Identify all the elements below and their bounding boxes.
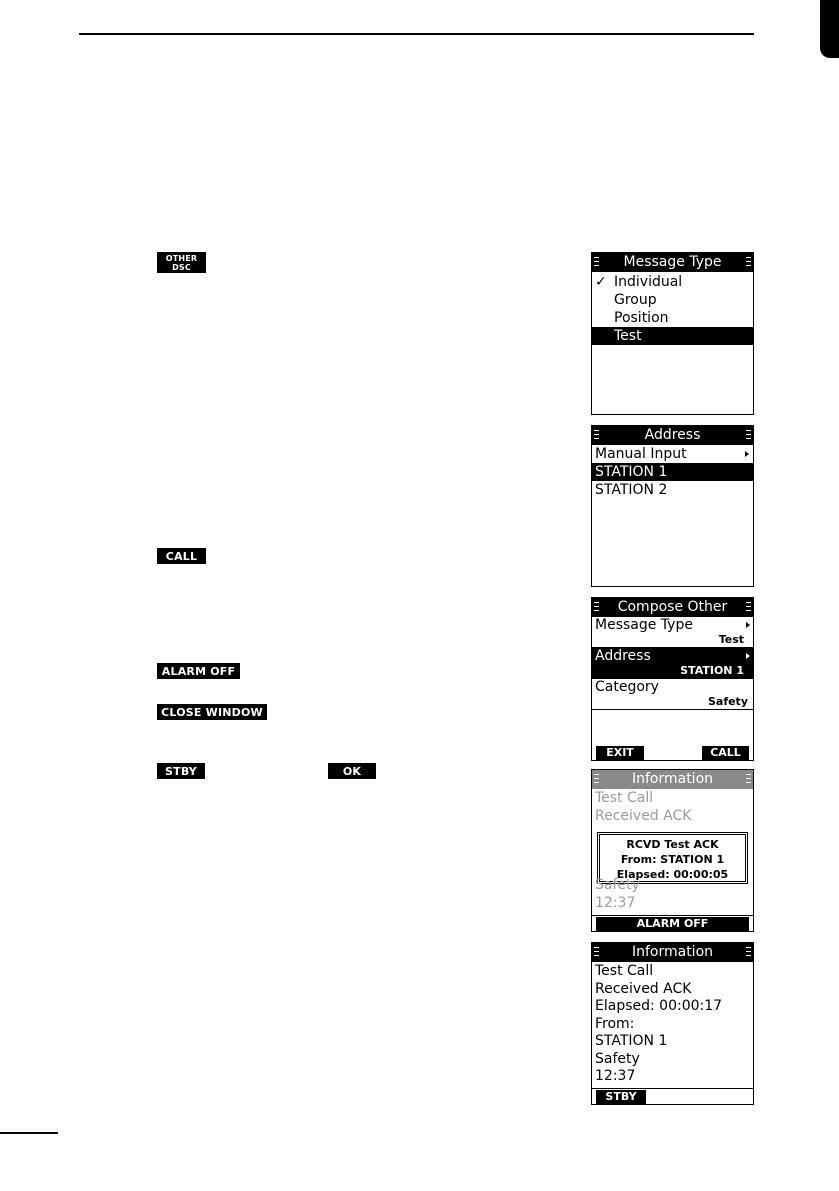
screen-title: Message Type: [623, 254, 722, 270]
footer-rule: [0, 1132, 58, 1134]
softkey-bar: [592, 915, 753, 931]
info-line: 12:37: [595, 895, 636, 911]
call-key: CALL: [157, 548, 206, 564]
screen-title-bar: [592, 253, 753, 272]
list-item[interactable]: [592, 309, 753, 327]
list-item-label: Position: [614, 310, 669, 326]
softkey-bar: [592, 746, 753, 760]
list-item[interactable]: [592, 291, 753, 309]
screen-title-bar: [592, 426, 753, 445]
menu-icon: [594, 774, 599, 784]
info-line: Test Call: [595, 790, 654, 806]
call-softkey[interactable]: CALL: [702, 746, 749, 760]
menu-icon: [594, 602, 599, 612]
compose-other-screen: [591, 597, 754, 761]
popup-line: RCVD Test ACK: [626, 838, 719, 851]
list-item[interactable]: [592, 445, 753, 463]
information-alarm-screen: [591, 769, 754, 932]
compose-item-value: Test: [718, 633, 744, 646]
info-line: Test Call: [595, 963, 654, 979]
screen-title: Information: [631, 771, 714, 787]
chevron-right-icon: [745, 451, 749, 457]
chevron-right-icon: [746, 622, 750, 628]
compose-item[interactable]: [592, 679, 753, 710]
chevron-right-icon: [746, 653, 750, 659]
check-icon: ✓: [595, 274, 607, 290]
compose-item-selected[interactable]: [592, 648, 753, 679]
screen-title-bar: [592, 943, 753, 962]
menu-icon: [594, 257, 599, 267]
list-item[interactable]: [592, 481, 753, 499]
stby-key: STBY: [157, 763, 205, 779]
message-type-screen: [591, 252, 754, 415]
compose-item-value: Safety: [707, 695, 748, 708]
menu-icon: [594, 947, 599, 957]
menu-icon: [746, 947, 751, 957]
info-line: Safety: [595, 877, 640, 893]
screen-title: Address: [644, 427, 701, 443]
info-line: Safety: [595, 1050, 640, 1067]
stby-softkey[interactable]: STBY: [596, 1090, 646, 1104]
info-line: From:: [595, 1015, 635, 1032]
list-item-label: Group: [614, 292, 657, 308]
menu-icon: [594, 430, 599, 440]
other-dsc-key-line1: OTHER: [165, 253, 198, 263]
screen-title-bar: [592, 770, 753, 789]
menu-icon: [746, 774, 751, 784]
chapter-edge-tab: [820, 0, 839, 58]
address-screen: [591, 425, 754, 587]
ok-key: OK: [328, 763, 376, 779]
list-item[interactable]: [592, 273, 753, 291]
screen-title-bar: [592, 598, 753, 617]
compose-item-label: Category: [595, 679, 659, 695]
menu-icon: [746, 430, 751, 440]
other-dsc-key: [157, 252, 206, 273]
alarm-off-key: ALARM OFF: [157, 663, 240, 679]
alarm-off-softkey[interactable]: ALARM OFF: [596, 917, 749, 931]
list-item-label: Manual Input: [595, 446, 687, 462]
list-item-label: Individual: [614, 274, 683, 290]
screen-title: Compose Other: [617, 599, 728, 615]
list-item-label: STATION 2: [595, 482, 668, 498]
compose-item-value: STATION 1: [680, 664, 744, 677]
menu-icon: [746, 257, 751, 267]
header-rule: [79, 33, 754, 35]
information-screen: [591, 942, 754, 1105]
info-line: Received ACK: [595, 980, 692, 997]
info-line: Received ACK: [595, 807, 692, 824]
list-item-label: STATION 1: [595, 464, 668, 480]
popup-line: Elapsed: 00:00:05: [616, 868, 729, 881]
other-dsc-key-line2: DSC: [172, 262, 191, 272]
list-item-selected[interactable]: [592, 327, 753, 345]
info-line: STATION 1: [595, 1033, 668, 1049]
compose-item-label: Address: [595, 648, 651, 664]
compose-item-label: Message Type: [595, 617, 693, 633]
info-line: 12:37: [595, 1068, 636, 1084]
menu-icon: [746, 602, 751, 612]
info-line: Elapsed: 00:00:17: [595, 998, 723, 1014]
compose-item[interactable]: [592, 617, 753, 648]
close-window-key: CLOSE WINDOW: [157, 704, 267, 720]
softkey-bar: [592, 1088, 753, 1104]
list-item-selected[interactable]: [592, 463, 753, 481]
popup-line: From: STATION 1: [620, 853, 725, 866]
list-item-label: Test: [614, 328, 642, 344]
exit-softkey[interactable]: EXIT: [596, 746, 644, 760]
screen-title: Information: [631, 944, 714, 960]
